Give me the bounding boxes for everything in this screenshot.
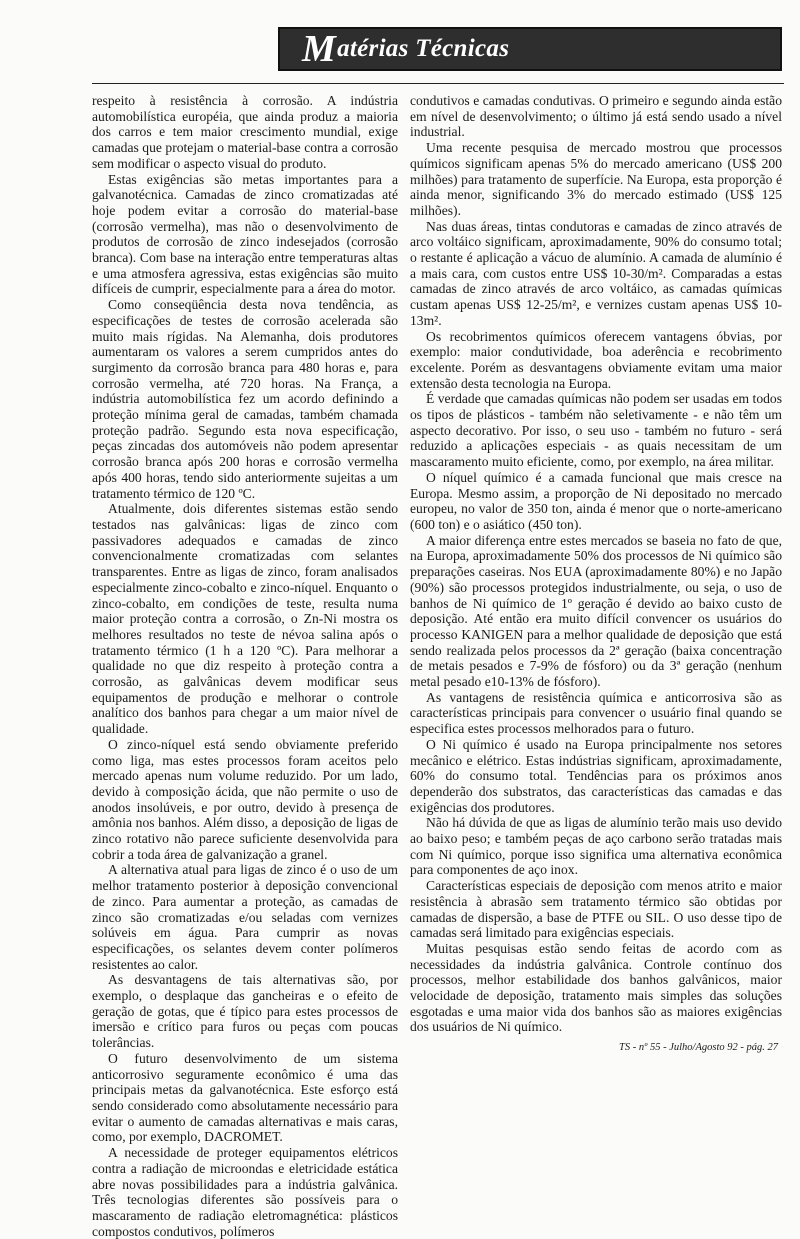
paragraph: O níquel químico é a camada funcional que mais cresce na Europa. Mesmo assim, a proporção de Ni depositado no mercado europeu, no valor de 350 ton, ainda é menor que o norte-americano (600 ton) e o asiático (450 ton). — [410, 469, 782, 532]
paragraph: Como conseqüência desta nova tendência, as especificações de testes de corrosão acelerada são muito mais rígidas. Na Alemanha, dois produtores aumentaram os valores a serem cumpridos antes do surgimento da corrosão branca para 480 horas e, para corrosão vermelha, até 720 horas. Na França, a indústria automobilística fez um acordo definindo a proteção mínima geral de camadas, também chamada proteção padrão. Segundo esta nova especificação, peças zincadas dos automóveis não podem apresentar corrosão branca após 200 horas e corrosão vermelha após 400 horas, tendo sido anteriormente sujeitas a um tratamento térmico de 120 ºC. — [92, 297, 398, 501]
paragraph: As desvantagens de tais alternativas são, por exemplo, o desplaque das gancheiras e o efeito de geração de gotas, que é típico para estes processos de imersão e crítico para furos ou peças com poucas tolerâncias. — [92, 972, 398, 1051]
paragraph: O Ni químico é usado na Europa principalmente nos setores mecânico e elétrico. Estas indústrias significam, aproximadamente, 60% do consumo total. Tendências para os próximos anos dependerão dos substratos, das características das camadas e das exigências dos produtores. — [410, 736, 782, 815]
left-column — [92, 93, 398, 1239]
paragraph: A alternativa atual para ligas de zinco é o uso de um melhor tratamento posterior à deposição convencional de zinco. Para aumentar a proteção, as camadas de zinco são cromatizadas e/ou seladas com vernizes solúveis em água. Para cumprir as novas especificações, os selantes devem conter polímeros resistentes ao calor. — [92, 862, 398, 972]
paragraph: A maior diferença entre estes mercados se baseia no fato de que, na Europa, aproximadamente 50% dos processos de Ni químico são preparações caseiras. Nos EUA (aproximadamente 80%) e no Japão (90%) são processos protegidos industrialmente, ou seja, o uso de banhos de Ni químico de 1º geração é devido ao baixo custo de deposição. Até então era muito difícil convencer os usuários do processo KANIGEN para a melhor qualidade de deposição que está sendo realizada pelos processos da 2ª geração (baixa concentração de metais pesados e 7-9% de fósforo) ou da 3ª geração (nenhum metal pesado e10-13% de fósforo). — [410, 532, 782, 690]
paragraph: Características especiais de deposição com menos atrito e maior resistência à abrasão sem tratamento térmico são obtidas por camadas de dispersão, a base de PTFE ou SIL. O uso desse tipo de camadas será limitado para exigências especiais. — [410, 878, 782, 941]
paragraph: Os recobrimentos químicos oferecem vantagens óbvias, por exemplo: maior condutividade, boa aderência e recobrimento excelente. Porém as desvantagens obviamente evitam uma maior extensão desta tecnologia na Europa. — [410, 328, 782, 391]
paragraph: O futuro desenvolvimento de um sistema anticorrosivo seguramente econômico é uma das principais metas da galvanotécnica. Este esforço está sendo considerado como absolutamente necessário para evitar o aumento de camadas alternativas e mais caras, como, por exemplo, DACROMET. — [92, 1050, 398, 1145]
right-column — [410, 93, 782, 1035]
paragraph: condutivos e camadas condutivas. O primeiro e segundo ainda estão em nível de desenvolvimento; o último já está sendo usado a nível industrial. — [410, 93, 782, 140]
paragraph: Estas exigências são metas importantes para a galvanotécnica. Camadas de zinco cromatizadas até hoje podem evitar a corrosão do material-base (corrosão vermelha), mas não o desenvolvimento de produtos de corrosão de zinco indesejados (corrosão branca). Com base na interação entre temperaturas altas e uma atmosfera agressiva, estas exigências são muito difíceis de cumprir, especialmente para a área do motor. — [92, 171, 398, 297]
paragraph: Muitas pesquisas estão sendo feitas de acordo com as necessidades da indústria galvânica. Controle contínuo dos processos, melhor estabilidade dos banhos galvânicos, maior velocidade de deposição, tratamento mais simples das soluções esgotadas e uma maior vida dos banhos são as maiores exigências dos usuários de Ni químico. — [410, 940, 782, 1035]
page-footer: TS - nº 55 - Julho/Agosto 92 - pág. 27 — [619, 1042, 778, 1053]
header-rule — [92, 83, 784, 84]
section-title — [278, 27, 782, 71]
paragraph: O zinco-níquel está sendo obviamente preferido como liga, mas estes processos foram aceitos pelo mercado apenas num volume reduzido. Por um lado, devido à composição ácida, que não permite o uso de anodos insolúveis, e por outro, devido à presença de amônia nos banhos. Além disso, a deposição de ligas de zinco rotativo não parece suficiente desenvolvida para cobrir a toda área de galvanização a granel. — [92, 736, 398, 862]
paragraph: Uma recente pesquisa de mercado mostrou que processos químicos significam apenas 5% do mercado americano (US$ 200 milhões) para tratamento de superfície. Na Europa, esta proporção é ainda menor, significando 3% do mercado estimado (US$ 125 milhões). — [410, 140, 782, 218]
paragraph: As vantagens de resistência química e anticorrosiva são as características principais para convencer o usuário final quando se especifica estes processos melhorados para o futuro. — [410, 689, 782, 737]
paragraph: A necessidade de proteger equipamentos elétricos contra a radiação de microondas e eletricidade estática abre novas possibilidades para a indústria galvânica. Três tecnologias diferentes são possíveis para o mascaramento de radiação eletromagnética: plásticos compostos condutivos, polímeros — [92, 1145, 398, 1239]
paragraph: respeito à resistência à corrosão. A indústria automobilística européia, que ainda produz a maioria dos carros e tem maior crescimento mundial, exige camadas que protejam o material-base contra a corrosão sem modificar o aspecto visual do produto. — [92, 93, 398, 171]
paragraph: Não há dúvida de que as ligas de alumínio terão mais uso devido ao baixo peso; e também peças de aço carbono serão tratadas mais com Ni químico, porque isso significa uma alternativa econômica para componentes de aço inox. — [410, 815, 782, 878]
paragraph: Nas duas áreas, tintas condutoras e camadas de zinco através de arco voltáico significam, aproximadamente, 90% do consumo total; o restante é aplicação a vácuo de alumínio. A camada de alumínio é a mais cara, com custos entre US$ 10-30/m². Comparadas a estas camadas de zinco através de arco voltáico, as camadas químicas custam apenas US$ 12-25/m², e vernizes custam apenas US$ 10-13m². — [410, 218, 782, 328]
paragraph: É verdade que camadas químicas não podem ser usadas em todos os tipos de plásticos - também não seletivamente - e não têm um aspecto decorativo. Por isso, o seu uso - também no futuro - será reduzido a aplicações especiais - as quais necessitam de um mascaramento muito eficiente, como, por exemplo, na área militar. — [410, 391, 782, 470]
section-title-initial: M — [302, 28, 337, 70]
section-title-rest: atérias Técnicas — [337, 35, 510, 62]
paragraph: Atualmente, dois diferentes sistemas estão sendo testados nas galvânicas: ligas de zinco com passivadores adequados e camadas de zinco convencionalmente cromatizadas com selantes transparentes. Entre as ligas de zinco, foram analisados especialmente zinco-cobalto e zinco-níquel. Enquanto o zinco-cobalto, em condições de teste, resulta numa maior proteção contra a corrosão, o Zn-Ni mostra os melhores resultados no teste de névoa salina após o tratamento térmico (1 h a 120 ºC). Para melhorar a qualidade no que diz respeito à proteção contra a corrosão, as galvânicas devem modificar seus equipamentos de produção e melhorar o controle analítico dos banhos para chegar a um maior nível de qualidade. — [92, 501, 398, 737]
